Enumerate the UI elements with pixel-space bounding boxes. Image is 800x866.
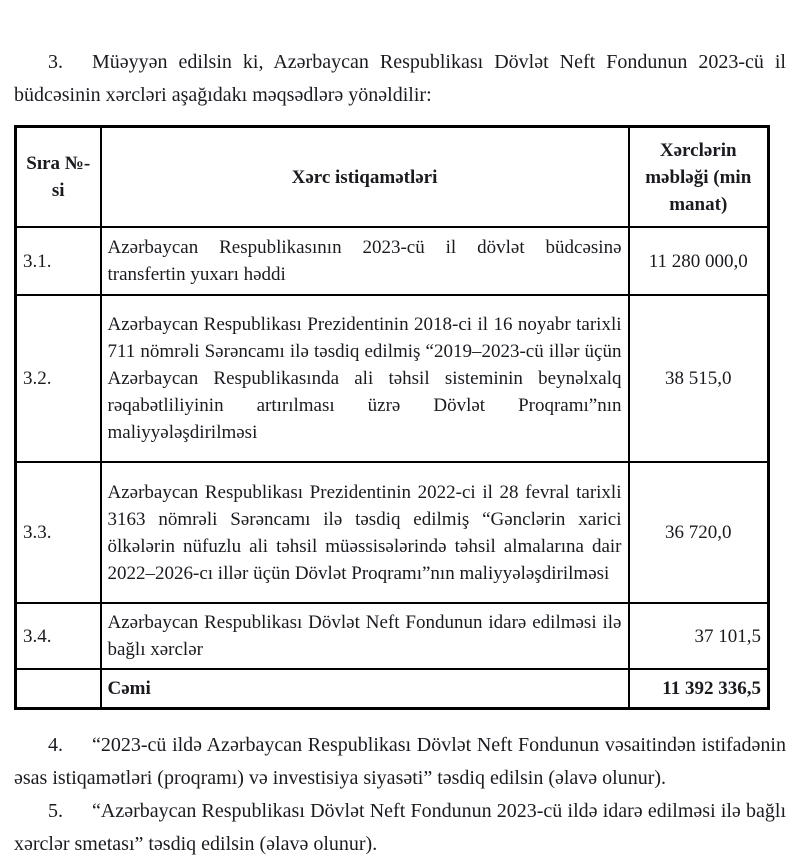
row-amount: 11 280 000,0 xyxy=(629,227,769,295)
table-row xyxy=(16,227,769,295)
row-amount: 36 720,0 xyxy=(629,462,769,603)
row-number: 3.1. xyxy=(16,227,101,295)
paragraph-4-text: “2023-cü ildə Azərbaycan Respublikası Dövlət Neft Fondunun vəsaitindən istifadənin əsas istiqamətləri (proqramı) və investisiya siyasəti” təsdiq edilsin (əlavə olunur). xyxy=(14,734,786,789)
row-direction: Azərbaycan Respublikası Dövlət Neft Fondunun idarə edilməsi ilə bağlı xərclər xyxy=(101,603,629,669)
table-total-row xyxy=(16,669,769,709)
row-amount: 38 515,0 xyxy=(629,295,769,462)
paragraph-4 xyxy=(14,729,786,795)
paragraph-3 xyxy=(14,46,786,112)
paragraph-5-number: 5. xyxy=(48,800,63,822)
paragraph-3-number: 3. xyxy=(48,51,63,73)
paragraph-4-number: 4. xyxy=(48,734,63,756)
total-amount: 11 392 336,5 xyxy=(629,669,769,709)
table-row xyxy=(16,603,769,669)
row-number: 3.4. xyxy=(16,603,101,669)
row-number: 3.2. xyxy=(16,295,101,462)
total-label: Cəmi xyxy=(101,669,629,709)
header-amount: Xərclərin məbləği (min manat) xyxy=(629,127,769,228)
paragraph-3-text: Müəyyən edilsin ki, Azərbaycan Respublikası Dövlət Neft Fondunun 2023-cü il büdcəsinin xərcləri aşağıdakı məqsədlərə yönəldilir: xyxy=(14,51,786,106)
row-direction: Azərbaycan Respublikası Prezidentinin 2018-ci il 16 noyabr tarixli 711 nömrəli Sərəncamı ilə təsdiq edilmiş “2019–2023-cü illər üçün Azərbaycan Respublikasında ali təhsil sisteminin beynəlxalq rəqabətliliyinin artırılması üzrə Dövlət Proqramı”nın maliyyələşdirilməsi xyxy=(101,295,629,462)
header-direction: Xərc istiqamətləri xyxy=(101,127,629,228)
table-row xyxy=(16,462,769,603)
header-number: Sıra №-si xyxy=(16,127,101,228)
table-row xyxy=(16,295,769,462)
table-header-row xyxy=(16,127,769,228)
row-number: 3.3. xyxy=(16,462,101,603)
row-amount: 37 101,5 xyxy=(629,603,769,669)
paragraph-5-text: “Azərbaycan Respublikası Dövlət Neft Fondunun 2023-cü ildə idarə edilməsi ilə bağlı xərclər smetası” təsdiq edilsin (əlavə olunur). xyxy=(14,800,786,855)
total-number-empty xyxy=(16,669,101,709)
row-direction: Azərbaycan Respublikasının 2023-cü il dövlət büdcəsinə transfertin yuxarı həddi xyxy=(101,227,629,295)
row-direction: Azərbaycan Respublikası Prezidentinin 2022-ci il 28 fevral tarixli 3163 nömrəli Sərəncamı ilə təsdiq edilmiş “Gənclərin xarici ölkələrin nüfuzlu ali təhsil müəssisələrində təhsil almalarına dair 2022–2026-cı illər üçün Dövlət Proqramı”nın maliyyələşdirilməsi xyxy=(101,462,629,603)
paragraph-5 xyxy=(14,795,786,861)
expense-table xyxy=(14,125,770,710)
